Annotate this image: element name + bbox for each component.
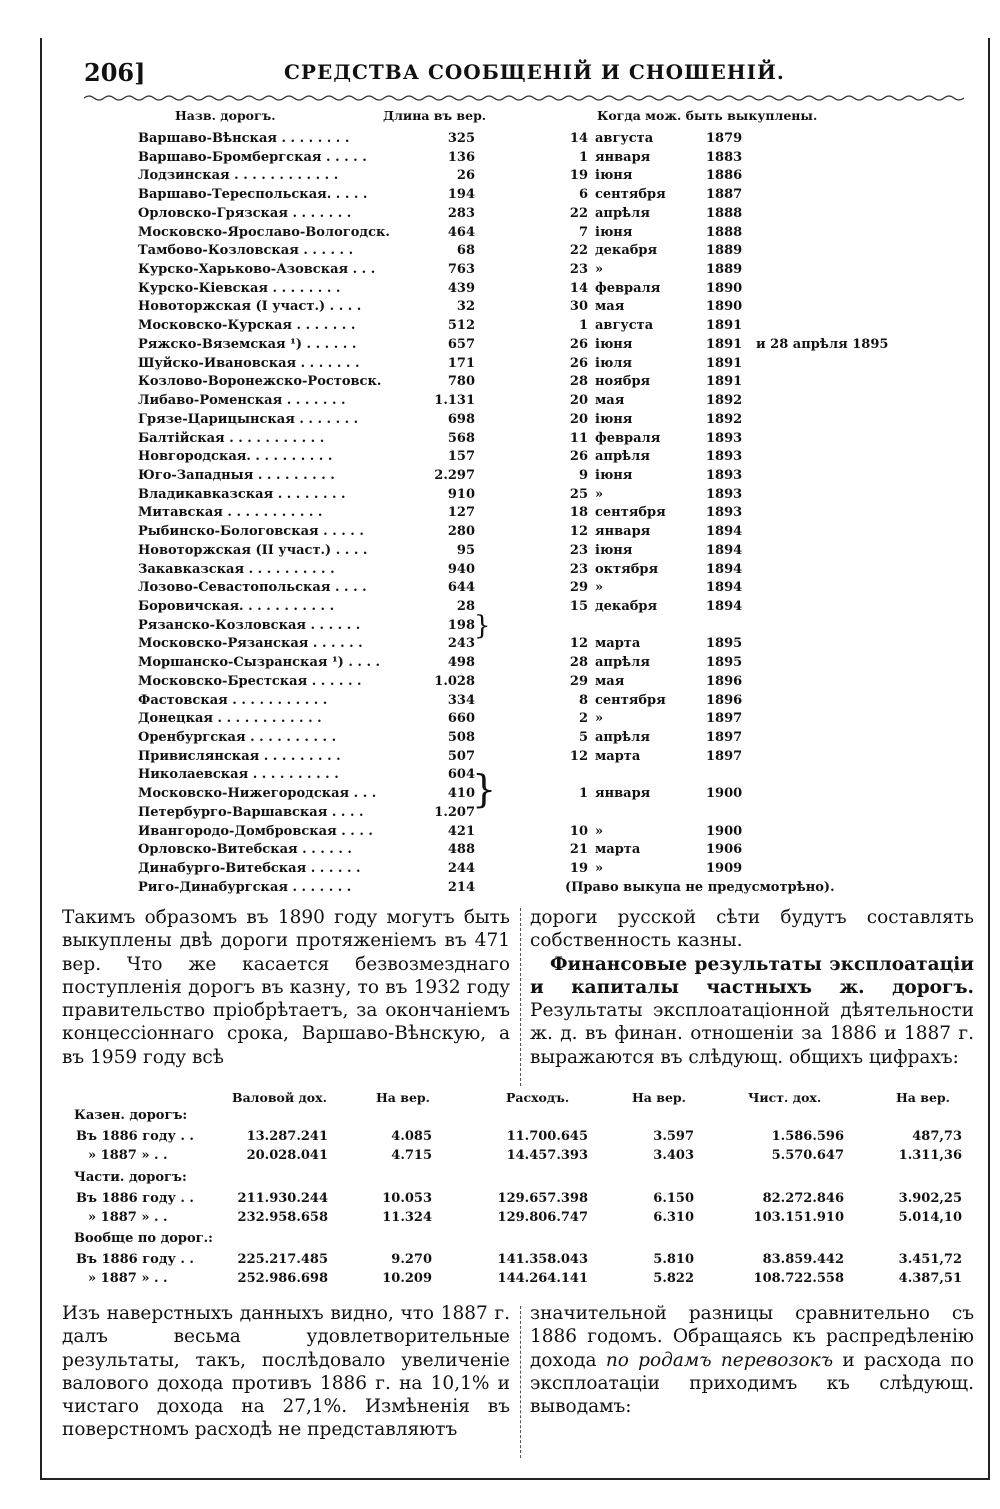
railway-year: 1891 bbox=[706, 374, 743, 390]
railway-day: 12 bbox=[569, 636, 588, 652]
finance-cell: 1.586.596 bbox=[771, 1129, 844, 1144]
railway-year: 1895 bbox=[706, 655, 743, 671]
railway-year: 1891 bbox=[706, 336, 743, 352]
railway-month: » bbox=[595, 861, 604, 877]
railway-name: Московско-Нижегородская . . . bbox=[138, 786, 377, 802]
railway-month: апрѣля bbox=[595, 205, 650, 221]
railway-extra-date: и 28 апрѣля 1895 bbox=[756, 336, 889, 352]
railway-length: 488 bbox=[447, 842, 475, 858]
column-separator bbox=[520, 908, 521, 1086]
railway-month: сентября bbox=[595, 505, 666, 521]
finance-cell: 4.387,51 bbox=[898, 1271, 962, 1286]
railway-length: 283 bbox=[447, 205, 475, 221]
railway-day: 20 bbox=[569, 393, 588, 409]
railway-length: 243 bbox=[447, 636, 475, 652]
railway-length: 512 bbox=[447, 318, 475, 334]
railway-day: 11 bbox=[569, 430, 588, 446]
railway-day bbox=[540, 766, 588, 785]
railway-length: 214 bbox=[447, 879, 475, 895]
railway-year: 1891 bbox=[706, 318, 743, 334]
railway-name: Закавказская . . . . . . . . . . bbox=[138, 561, 335, 577]
railway-year: 1888 bbox=[706, 205, 743, 221]
finance-cell: 3.902,25 bbox=[898, 1191, 962, 1206]
railway-length: 171 bbox=[447, 355, 475, 371]
railway-length: 26 bbox=[456, 168, 475, 184]
railway-name: Владикавказская . . . . . . . . bbox=[138, 486, 346, 502]
finance-cell: 4.715 bbox=[391, 1148, 432, 1163]
railway-day: 12 bbox=[569, 524, 588, 540]
railway-name: Московско-Рязанская . . . . . . bbox=[138, 636, 363, 652]
railway-length: 1.028 bbox=[434, 673, 475, 689]
finance-cell: 5.810 bbox=[653, 1252, 694, 1267]
railway-name: Митавская . . . . . . . . . . . bbox=[138, 505, 323, 521]
railway-year: 1894 bbox=[706, 561, 743, 577]
railway-length: 410 bbox=[447, 786, 475, 802]
page-title: СРЕДСТВА СООБЩЕНIЙ И СНОШЕНIЙ. bbox=[284, 60, 785, 84]
railway-name: Фастовская . . . . . . . . . . . bbox=[138, 692, 328, 708]
railway-month bbox=[595, 617, 705, 636]
railway-length: 325 bbox=[447, 131, 475, 146]
railway-length: 508 bbox=[447, 730, 475, 746]
railway-day: 22 bbox=[569, 243, 588, 259]
railway-length: 157 bbox=[447, 449, 475, 465]
finance-cell: 129.806.747 bbox=[497, 1210, 588, 1225]
railway-month: » bbox=[595, 823, 604, 839]
railway-month: » bbox=[595, 486, 604, 502]
finance-cell: 6.150 bbox=[653, 1191, 694, 1206]
railway-day: 9 bbox=[578, 467, 588, 483]
railway-day: 19 bbox=[569, 861, 588, 877]
railway-year: 1893 bbox=[706, 467, 743, 483]
railway-day: 23 bbox=[569, 262, 588, 278]
railway-day: 26 bbox=[569, 355, 588, 371]
railway-name: Московско-Ярославо-Вологодск. bbox=[138, 224, 390, 240]
finance-cell: 3.451,72 bbox=[898, 1252, 962, 1267]
railway-day: 5 bbox=[578, 730, 588, 746]
railway-day: 28 bbox=[569, 374, 588, 390]
railway-day: 28 bbox=[569, 655, 588, 671]
railway-month: iюня bbox=[595, 542, 633, 558]
railway-name: Ряжско-Вяземская ¹) . . . . . . bbox=[138, 336, 357, 352]
finance-row-label: Въ 1886 году . . bbox=[76, 1129, 194, 1144]
finance-group-label: Части. дорогъ: bbox=[74, 1170, 187, 1185]
railway-year: 1886 bbox=[706, 168, 743, 184]
railway-name: Варшаво-Бромбергская . . . . . bbox=[138, 149, 367, 165]
railway-year: 1889 bbox=[706, 262, 743, 278]
finance-cell: 129.657.398 bbox=[497, 1191, 588, 1206]
railway-length: 244 bbox=[447, 861, 475, 877]
railway-day: 12 bbox=[569, 748, 588, 764]
railway-year bbox=[706, 766, 766, 785]
header-wavy-rule bbox=[84, 94, 964, 102]
railway-name: Юго-Западныя . . . . . . . . . bbox=[138, 467, 335, 483]
railway-length: 127 bbox=[447, 505, 475, 521]
railway-month: января bbox=[595, 149, 651, 165]
railway-length: 657 bbox=[447, 336, 475, 352]
railway-day: 29 bbox=[569, 673, 588, 689]
railway-name: Варшаво-Тереспольская. . . . . bbox=[138, 187, 368, 203]
railway-name: Грязе-Царицынская . . . . . . . bbox=[138, 411, 359, 427]
finance-cell: 1.311,36 bbox=[898, 1148, 962, 1163]
finance-row-label: Въ 1886 году . . bbox=[76, 1252, 194, 1267]
finance-cell: 487,73 bbox=[912, 1129, 962, 1144]
railway-length: 1.131 bbox=[434, 393, 475, 409]
railway-year: 1879 bbox=[706, 131, 743, 146]
para1-right-a: дороги русской сѣти будутъ составлять собственность казны. bbox=[530, 907, 974, 952]
railway-name: Варшаво-Вѣнская . . . . . . . . bbox=[138, 131, 350, 146]
railway-year: 1896 bbox=[706, 673, 743, 689]
finance-heading: Финансовые результаты эксплоатацiи и капиталы частныхъ ж. дорогъ. bbox=[530, 953, 974, 998]
railway-day: 25 bbox=[569, 486, 588, 502]
railway-day: 1 bbox=[578, 149, 588, 165]
railway-month: декабря bbox=[595, 599, 658, 614]
railway-month: мая bbox=[595, 299, 625, 315]
railway-name: Тамбово-Козловская . . . . . . bbox=[138, 243, 354, 259]
railway-year: 1893 bbox=[706, 430, 743, 446]
railway-day: 26 bbox=[569, 449, 588, 465]
finance-cell: 20.028.041 bbox=[246, 1148, 328, 1163]
railway-day: 29 bbox=[569, 580, 588, 596]
railway-month: февраля bbox=[595, 280, 661, 296]
railway-month: iюня bbox=[595, 336, 633, 352]
finance-col-header: На вер. bbox=[376, 1090, 430, 1105]
finance-cell: 10.053 bbox=[382, 1191, 432, 1206]
railway-length: 280 bbox=[447, 524, 475, 540]
finance-cell: 108.722.558 bbox=[753, 1271, 844, 1286]
finance-row-label: » 1887 » . . bbox=[88, 1271, 168, 1286]
railway-day bbox=[540, 804, 588, 823]
finance-col-header: На вер. bbox=[632, 1090, 686, 1105]
finance-cell: 6.310 bbox=[653, 1210, 694, 1225]
railway-name: Рязанско-Козловская . . . . . . bbox=[138, 617, 361, 633]
railway-month: » bbox=[595, 262, 604, 278]
railway-name: Московско-Брестская . . . . . . bbox=[138, 673, 362, 689]
railway-year: 1893 bbox=[706, 486, 743, 502]
railway-name: Риго-Динабургская . . . . . . . bbox=[138, 879, 352, 895]
railway-month: мая bbox=[595, 393, 625, 409]
para2-left: Изъ наверстныхъ данныхъ видно, что 1887 г. далъ весьма удовлетворительные результаты, такъ, послѣдовало увеличенiе валового дохода противъ 1886 г. на 10,1% и чистаго дохода на 27,1%. Измѣненiя въ поверстномъ расходѣ не представляютъ bbox=[62, 1303, 510, 1441]
finance-cell: 10.209 bbox=[382, 1271, 432, 1286]
finance-row-label: » 1887 » . . bbox=[88, 1148, 168, 1163]
railway-day: 21 bbox=[569, 842, 588, 858]
finance-cell: 4.085 bbox=[391, 1129, 432, 1144]
railway-length: 194 bbox=[447, 187, 475, 203]
railway-year: 1896 bbox=[706, 692, 743, 708]
finance-cell: 82.272.846 bbox=[762, 1191, 844, 1206]
railway-length: 95 bbox=[456, 542, 475, 558]
railway-day: 18 bbox=[569, 505, 588, 521]
railway-length: 334 bbox=[447, 692, 475, 708]
railway-day: 14 bbox=[569, 131, 588, 146]
railway-month: сентября bbox=[595, 692, 666, 708]
para2-right-b: и расхода по эксплоатацiи приходимъ къ слѣдующ. выводамъ: bbox=[530, 1349, 974, 1418]
railway-day: 2 bbox=[578, 711, 588, 727]
railway-length: 644 bbox=[447, 580, 475, 596]
railway-month bbox=[595, 804, 705, 823]
railway-name: Либаво-Роменская . . . . . . . bbox=[138, 393, 346, 409]
railway-year: 1890 bbox=[706, 299, 743, 315]
railway-day: 7 bbox=[578, 224, 588, 240]
railway-length: 498 bbox=[447, 655, 475, 671]
finance-row-label: » 1887 » . . bbox=[88, 1210, 168, 1225]
railway-month: ноября bbox=[595, 374, 651, 390]
railway-month: августа bbox=[595, 318, 654, 334]
finance-cell: 11.324 bbox=[382, 1210, 432, 1225]
railway-name: Новгородская. . . . . . . . . . bbox=[138, 449, 333, 465]
finance-cell: 252.986.698 bbox=[237, 1271, 328, 1286]
railway-length: 940 bbox=[447, 561, 475, 577]
railway-year: 1891 bbox=[706, 355, 743, 371]
para1-left: Такимъ образомъ въ 1890 году могутъ быть выкуплены двѣ дороги протяженiемъ въ 471 вер. Что же касается безвозмезднаго поступленiя дорогъ въ казну, то въ 1932 году правительство прiобрѣтаетъ, за окончанiемъ концессiоннаго срока, Варшаво-Вѣнскую, а въ 1959 году всѣ bbox=[62, 907, 510, 1068]
railway-name: Петербурго-Варшавская . . . . bbox=[138, 804, 364, 820]
railway-length: 439 bbox=[447, 280, 475, 296]
railway-length: 910 bbox=[447, 486, 475, 502]
railway-month: августа bbox=[595, 131, 654, 146]
brace-1895: } bbox=[474, 611, 491, 641]
finance-cell: 211.930.244 bbox=[237, 1191, 328, 1206]
railway-year: 1893 bbox=[706, 505, 743, 521]
railway-length: 698 bbox=[447, 411, 475, 427]
railway-length: 763 bbox=[447, 262, 475, 278]
railway-year: 1893 bbox=[706, 449, 743, 465]
railway-length: 2.297 bbox=[434, 467, 475, 483]
railway-name: Лозово-Севастопольская . . . . bbox=[138, 580, 367, 596]
finance-cell: 5.014,10 bbox=[898, 1210, 962, 1225]
railway-year: 1889 bbox=[706, 243, 743, 259]
railway-month: апрѣля bbox=[595, 730, 650, 746]
railway-length: 28 bbox=[456, 599, 475, 614]
railway-day: 8 bbox=[578, 692, 588, 708]
railway-month: iюня bbox=[595, 467, 633, 483]
railway-length: 136 bbox=[447, 149, 475, 165]
railway-year: 1906 bbox=[706, 842, 743, 858]
page-number: 206] bbox=[84, 58, 146, 87]
railway-day: 20 bbox=[569, 411, 588, 427]
railway-year: 1894 bbox=[706, 599, 743, 614]
railway-month: » bbox=[595, 711, 604, 727]
finance-cell: 13.287.241 bbox=[246, 1129, 328, 1144]
railway-month: iюня bbox=[595, 411, 633, 427]
finance-cell: 14.457.393 bbox=[506, 1148, 588, 1163]
railway-name: Балтiйская . . . . . . . . . . . bbox=[138, 430, 325, 446]
railway-name: Ивангородо-Домбровская . . . . bbox=[138, 823, 373, 839]
railway-name: Курско-Харьково-Азовская . . . bbox=[138, 262, 376, 278]
railway-year: 1909 bbox=[706, 861, 743, 877]
finance-cell: 225.217.485 bbox=[237, 1252, 328, 1267]
railway-length: 780 bbox=[447, 374, 475, 390]
railway-length: 660 bbox=[447, 711, 475, 727]
para2-right bbox=[530, 1302, 974, 1418]
railway-year: 1894 bbox=[706, 542, 743, 558]
railway-month: iюня bbox=[595, 224, 633, 240]
col-header-name: Назв. дорогъ. bbox=[175, 108, 276, 123]
finance-group-label: Вообще по дорог.: bbox=[74, 1231, 213, 1246]
railway-year bbox=[706, 804, 766, 823]
railway-year: 1900 bbox=[706, 823, 743, 839]
railway-month: марта bbox=[595, 842, 641, 858]
railway-name: Курско-Кiевская . . . . . . . . bbox=[138, 280, 341, 296]
railway-day: 23 bbox=[569, 542, 588, 558]
finance-row-label: Въ 1886 году . . bbox=[76, 1191, 194, 1206]
railway-year: 1883 bbox=[706, 149, 743, 165]
railway-length: 421 bbox=[447, 823, 475, 839]
railway-name: Московско-Курская . . . . . . . bbox=[138, 318, 356, 334]
railway-name: Рыбинско-Бологовская . . . . . bbox=[138, 524, 364, 540]
railway-day: 30 bbox=[569, 299, 588, 315]
railway-name: Орловско-Грязская . . . . . . . bbox=[138, 205, 352, 221]
col-header-when: Когда мож. быть выкуплены. bbox=[597, 108, 818, 123]
finance-cell: 83.859.442 bbox=[762, 1252, 844, 1267]
column-separator-2 bbox=[520, 1306, 521, 1458]
railway-day: 1 bbox=[578, 786, 588, 802]
railway-day: 10 bbox=[569, 823, 588, 839]
railway-month: апрѣля bbox=[595, 449, 650, 465]
finance-cell: 232.958.658 bbox=[237, 1210, 328, 1225]
railway-year: 1892 bbox=[706, 393, 743, 409]
finance-cell: 5.822 bbox=[653, 1271, 694, 1286]
railway-name: Привислянская . . . . . . . . . bbox=[138, 748, 341, 764]
para1-right-b: Результаты эксплоатацiонной дѣятельности ж. д. въ финан. отношенiи за 1886 и 1887 г. выражаются въ слѣдующ. общихъ цифрахъ: bbox=[530, 1000, 974, 1068]
finance-col-header: Чист. дох. bbox=[748, 1090, 822, 1105]
railway-name: Орловско-Витебская . . . . . . bbox=[138, 842, 352, 858]
brace-1900: } bbox=[472, 767, 497, 811]
railway-name: Оренбургская . . . . . . . . . . bbox=[138, 730, 337, 746]
railway-month bbox=[595, 766, 705, 785]
railway-month: октября bbox=[595, 561, 659, 577]
para2-right-a: значительной разницы сравнительно съ 1886 годомъ. Обращаясь къ распредѣленiю дохода bbox=[530, 1303, 974, 1371]
railway-note: (Право выкупа не предусмотрѣно). bbox=[565, 879, 835, 895]
railway-month: » bbox=[595, 580, 604, 596]
railway-length: 1.207 bbox=[434, 804, 475, 820]
railway-year: 1892 bbox=[706, 411, 743, 427]
railway-day: 23 bbox=[569, 561, 588, 577]
railway-day: 19 bbox=[569, 168, 588, 184]
railway-year: 1897 bbox=[706, 748, 743, 764]
railway-length: 32 bbox=[456, 299, 475, 315]
railway-name: Шуйско-Ивановская . . . . . . . bbox=[138, 355, 360, 371]
railway-name: Козлово-Воронежско-Ростовск. bbox=[138, 374, 382, 390]
railway-month: сентября bbox=[595, 187, 666, 203]
railway-day: 22 bbox=[569, 205, 588, 221]
railway-year: 1895 bbox=[706, 636, 743, 652]
railway-name: Донецкая . . . . . . . . . . . . bbox=[138, 711, 322, 727]
railway-length: 507 bbox=[447, 748, 475, 764]
finance-cell: 141.358.043 bbox=[497, 1252, 588, 1267]
railway-day: 1 bbox=[578, 318, 588, 334]
railway-name: Лодзинская . . . . . . . . . . . . bbox=[138, 168, 339, 184]
railway-name: Моршанско-Сызранская ¹) . . . . bbox=[138, 655, 381, 671]
railway-month: мая bbox=[595, 673, 625, 689]
page-header bbox=[84, 58, 964, 94]
railway-name: Николаевская . . . . . . . . . . bbox=[138, 767, 339, 783]
railway-name: Динабурго-Витебская . . . . . . bbox=[138, 861, 361, 877]
railway-year: 1897 bbox=[706, 711, 743, 727]
finance-cell: 3.597 bbox=[653, 1129, 694, 1144]
railway-day: 14 bbox=[569, 280, 588, 296]
railway-year: 1890 bbox=[706, 280, 743, 296]
finance-cell: 11.700.645 bbox=[506, 1129, 588, 1144]
railway-day: 15 bbox=[569, 599, 588, 614]
railway-length: 604 bbox=[447, 767, 475, 783]
railway-name: Боровичская. . . . . . . . . . . bbox=[138, 599, 335, 614]
railway-length: 464 bbox=[447, 224, 475, 240]
railway-year: 1894 bbox=[706, 524, 743, 540]
railway-length: 198 bbox=[447, 617, 475, 633]
railway-day: 26 bbox=[569, 336, 588, 352]
finance-col-header: Расходъ. bbox=[506, 1090, 570, 1105]
railway-month: апрѣля bbox=[595, 655, 650, 671]
col-header-length: Длина въ вер. bbox=[383, 108, 487, 123]
railway-length: 68 bbox=[456, 243, 475, 259]
railway-year: 1894 bbox=[706, 580, 743, 596]
railway-month: марта bbox=[595, 748, 641, 764]
finance-cell: 103.151.910 bbox=[753, 1210, 844, 1225]
railway-month: декабря bbox=[595, 243, 658, 259]
railway-month: iюля bbox=[595, 355, 633, 371]
railway-name: Новоторжская (I участ.) . . . . bbox=[138, 299, 362, 315]
railway-year: 1897 bbox=[706, 730, 743, 746]
railway-year: 1888 bbox=[706, 224, 743, 240]
railway-month: марта bbox=[595, 636, 641, 652]
finance-col-header: На вер. bbox=[896, 1090, 950, 1105]
finance-cell: 144.264.141 bbox=[497, 1271, 588, 1286]
para2-italic: по родамъ перевозокъ bbox=[605, 1349, 834, 1371]
railway-month: января bbox=[595, 786, 651, 802]
railway-month: iюня bbox=[595, 168, 633, 184]
finance-cell: 9.270 bbox=[391, 1252, 432, 1267]
finance-cell: 3.403 bbox=[653, 1148, 694, 1163]
finance-col-header: Валовой дох. bbox=[232, 1090, 327, 1105]
railway-length: 568 bbox=[447, 430, 475, 446]
para1-right bbox=[530, 906, 974, 1069]
finance-group-label: Казен. дорогъ: bbox=[74, 1108, 188, 1123]
railway-year bbox=[706, 617, 766, 636]
railway-day bbox=[540, 617, 588, 636]
railway-year: 1900 bbox=[706, 786, 743, 802]
railway-year: 1887 bbox=[706, 187, 743, 203]
railway-month: января bbox=[595, 524, 651, 540]
railway-month: февраля bbox=[595, 430, 661, 446]
railway-name: Новоторжская (II участ.) . . . . bbox=[138, 542, 368, 558]
railway-day: 6 bbox=[578, 187, 588, 203]
finance-cell: 5.570.647 bbox=[771, 1148, 844, 1163]
